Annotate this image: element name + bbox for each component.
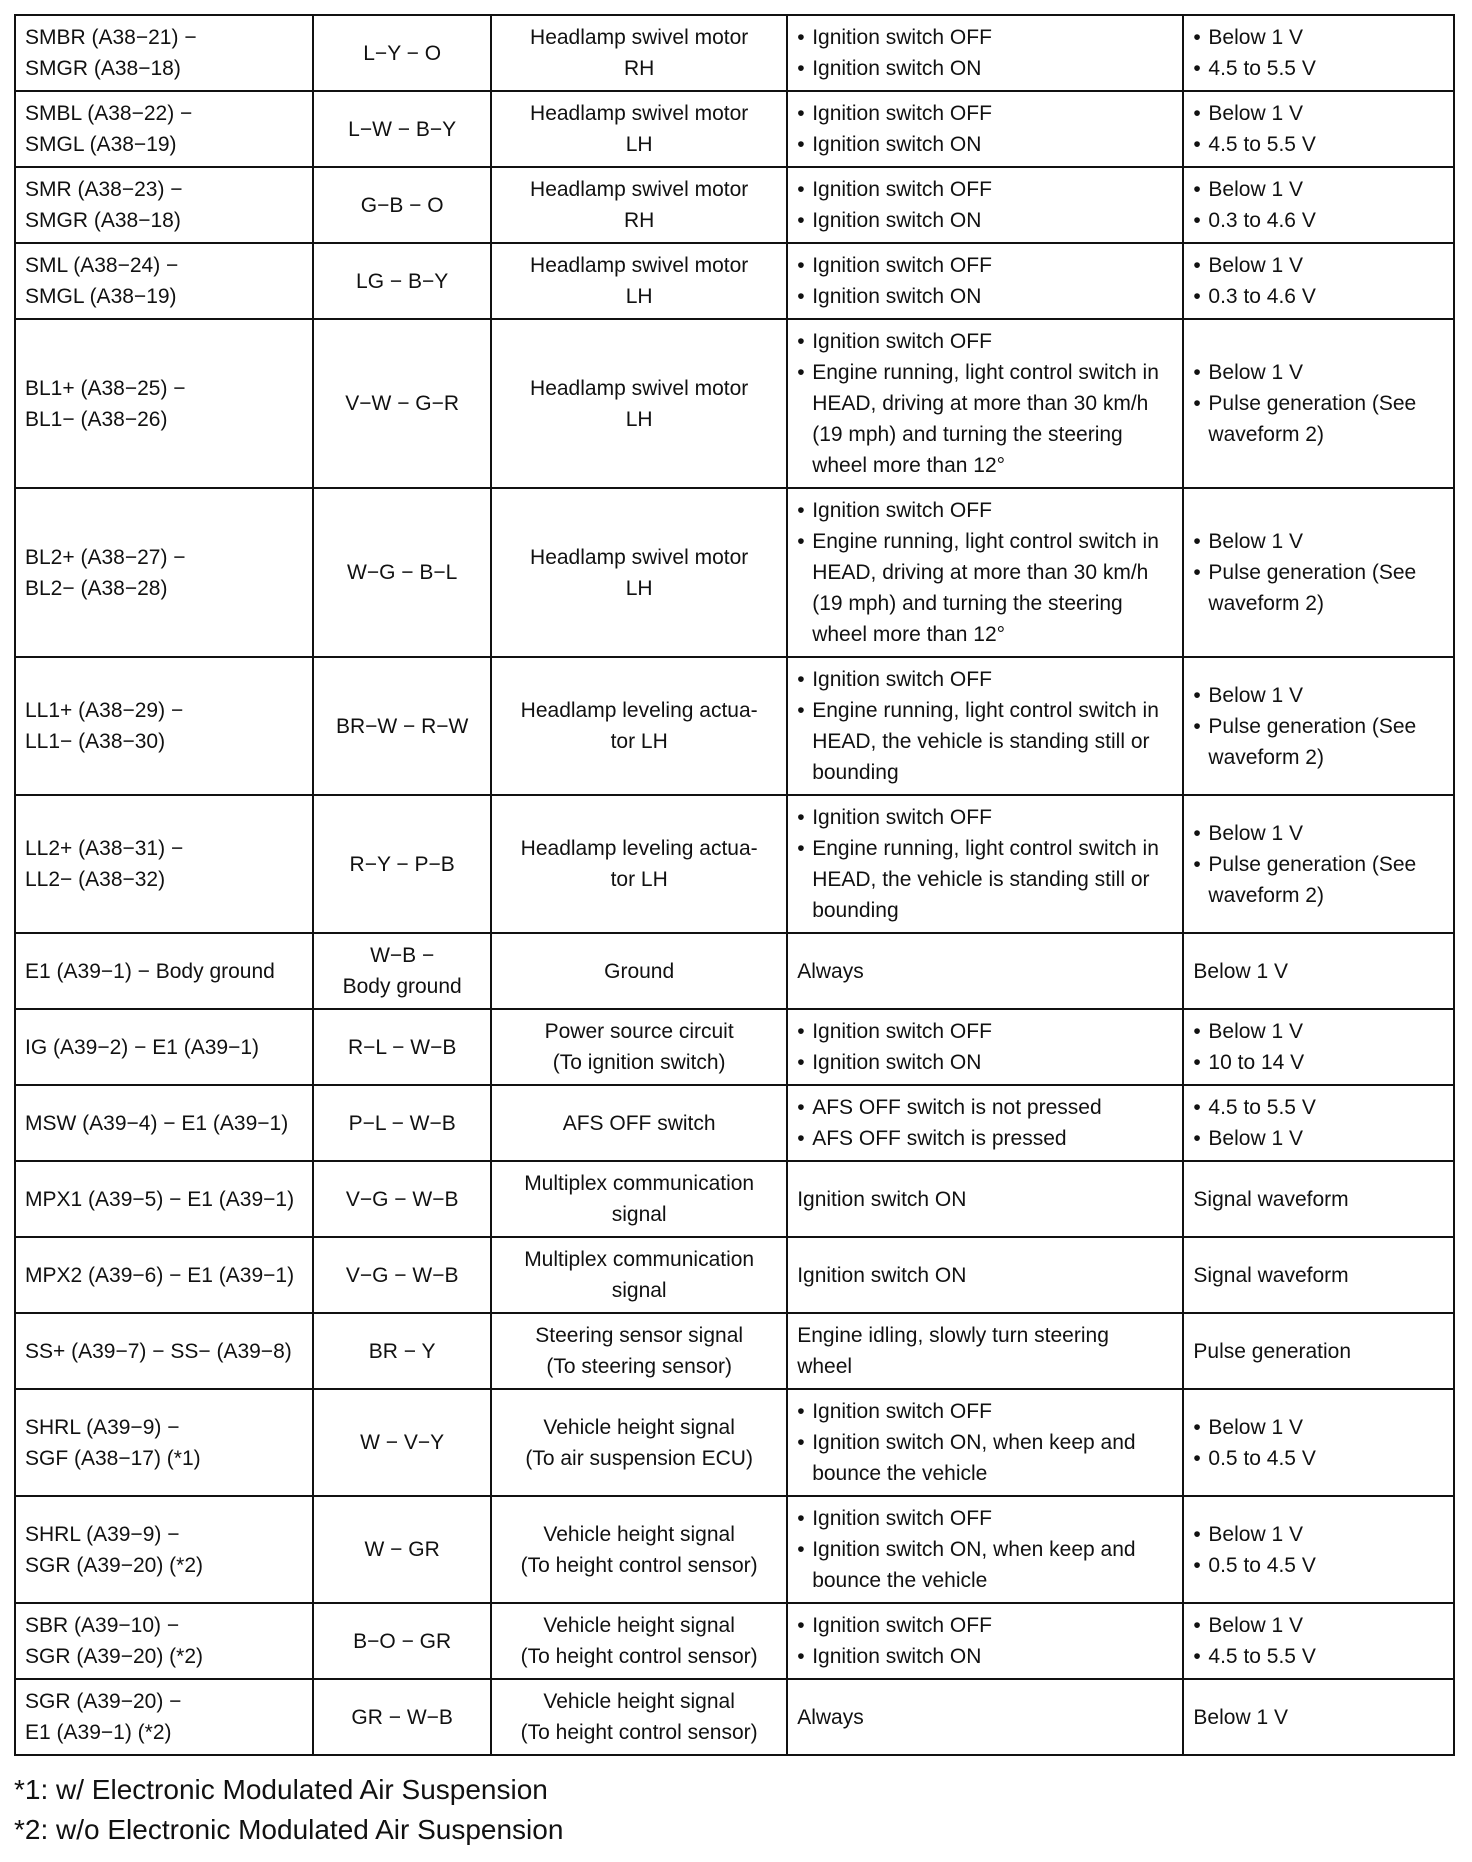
- cell-text: BR − Y: [368, 1339, 436, 1363]
- table-row: [15, 91, 1454, 167]
- bullet-item: • 0.5 to 4.5 V: [1193, 1443, 1444, 1474]
- cell-text: Steering sensor signal: [535, 1324, 744, 1347]
- bullet-item: • 4.5 to 5.5 V: [1193, 1092, 1444, 1123]
- description-cell: [491, 1389, 787, 1496]
- cell-text: tor LH: [610, 868, 668, 891]
- description-cell: [491, 91, 787, 167]
- cell-text: AFS OFF switch: [562, 1111, 716, 1135]
- terminal-cell: [15, 1496, 313, 1603]
- cell-text: Headlamp swivel motor: [530, 376, 749, 400]
- specified-condition-cell: [1183, 1496, 1454, 1603]
- cell-text: SGR (A39−20) −: [25, 1690, 182, 1713]
- cell-text: SGR (A39−20) (*2): [25, 1645, 203, 1668]
- cell-text: (To height control sensor): [520, 1645, 758, 1668]
- bullet-item: • 4.5 to 5.5 V: [1193, 129, 1444, 160]
- bullet-item: • Ignition switch OFF: [797, 664, 1173, 695]
- bullet-item: • Below 1 V: [1193, 1519, 1444, 1550]
- wiring-color-cell: [313, 15, 491, 91]
- terminal-cell: [15, 1161, 313, 1237]
- table-row: [15, 488, 1454, 657]
- cell-text: MPX2 (A39−6) − E1 (A39−1): [25, 1263, 295, 1287]
- bullet-item: • Below 1 V: [1193, 680, 1444, 711]
- cell-text: Headlamp swivel motor: [530, 102, 749, 125]
- condition-cell: [787, 1085, 1183, 1161]
- description-cell: [491, 167, 787, 243]
- cell-text: W−B −: [370, 944, 435, 967]
- table-row: [15, 1679, 1454, 1755]
- cell-text: Vehicle height signal: [543, 1522, 735, 1546]
- cell-text: Signal waveform: [1193, 1263, 1349, 1287]
- terminal-cell: [15, 933, 313, 1009]
- wiring-color-cell: [313, 243, 491, 319]
- bullet-item: • Ignition switch OFF: [797, 98, 1173, 129]
- condition-cell: [787, 657, 1183, 795]
- bullet-item: • Ignition switch OFF: [797, 802, 1173, 833]
- specified-condition-cell: [1183, 167, 1454, 243]
- description-cell: [491, 319, 787, 488]
- cell-text: Vehicle height signal: [543, 1614, 735, 1637]
- cell-text: Power source circuit: [544, 1020, 734, 1043]
- cell-text: W − V−Y: [360, 1431, 445, 1454]
- bullet-item: • 4.5 to 5.5 V: [1193, 1641, 1444, 1672]
- wiring-color-cell: [313, 1679, 491, 1755]
- bullet-item: • Ignition switch OFF: [797, 174, 1173, 205]
- bullet-item: • Ignition switch ON: [797, 53, 1173, 84]
- bullet-item: • Below 1 V: [1193, 526, 1444, 557]
- bullet-item: • Ignition switch OFF: [797, 495, 1173, 526]
- bullet-item: • Ignition switch OFF: [797, 250, 1173, 281]
- bullet-item: • Ignition switch ON: [797, 281, 1173, 312]
- bullet-item: • Ignition switch OFF: [797, 326, 1173, 357]
- table-row: [15, 1085, 1454, 1161]
- condition-cell: [787, 319, 1183, 488]
- cell-text: Below 1 V: [1193, 1705, 1288, 1729]
- description-cell: [491, 795, 787, 933]
- cell-text: SMGR (A38−18): [25, 57, 181, 80]
- footnote: *2: w/o Electronic Modulated Air Suspension: [14, 1814, 564, 1845]
- specified-condition-cell: [1183, 795, 1454, 933]
- cell-text: BR−W − R−W: [335, 714, 469, 738]
- specified-condition-cell: [1183, 1603, 1454, 1679]
- cell-text: BL2− (A38−28): [25, 576, 168, 600]
- specified-condition-cell: [1183, 1085, 1454, 1161]
- bullet-item: • Engine running, light control switch in HEAD, driving at more than 30 km/h (19 mph) and turning the steering wheel more than 12°: [797, 357, 1173, 481]
- specified-condition-cell: [1183, 488, 1454, 657]
- cell-text: Multiplex communication: [524, 1172, 755, 1195]
- terminal-cell: [15, 1679, 313, 1755]
- bullet-item: • Below 1 V: [1193, 22, 1444, 53]
- cell-text: Headlamp leveling actua-: [520, 837, 758, 860]
- terminal-cell: [15, 1085, 313, 1161]
- condition-cell: [787, 1496, 1183, 1603]
- specified-condition-cell: [1183, 1237, 1454, 1313]
- footnote: *1: w/ Electronic Modulated Air Suspension: [14, 1774, 548, 1805]
- cell-text: LL1+ (A38−29) −: [25, 699, 184, 722]
- cell-text: Pulse generation: [1193, 1339, 1352, 1363]
- table-row: [15, 319, 1454, 488]
- cell-text: LL1− (A38−30): [25, 730, 166, 753]
- specified-condition-cell: [1183, 657, 1454, 795]
- table-row: [15, 1603, 1454, 1679]
- cell-text: L−W − B−Y: [348, 117, 457, 141]
- condition-cell: [787, 1161, 1183, 1237]
- cell-text: RH: [623, 209, 655, 232]
- wiring-color-cell: [313, 1389, 491, 1496]
- cell-text: SBR (A39−10) −: [25, 1614, 180, 1637]
- condition-cell: [787, 1009, 1183, 1085]
- cell-text: (To steering sensor): [546, 1355, 732, 1378]
- description-cell: [491, 1603, 787, 1679]
- description-cell: [491, 15, 787, 91]
- cell-text: Body ground: [342, 975, 462, 998]
- cell-text: Below 1 V: [1193, 959, 1288, 983]
- cell-text: SML (A38−24) −: [25, 254, 179, 277]
- table-row: [15, 1313, 1454, 1389]
- cell-text: LH: [625, 133, 653, 156]
- description-cell: [491, 1237, 787, 1313]
- cell-text: V−W − G−R: [345, 392, 460, 415]
- terminal-cell: [15, 91, 313, 167]
- cell-text: P−L − W−B: [348, 1111, 456, 1135]
- cell-text: SMGL (A38−19): [25, 285, 177, 308]
- bullet-item: • Below 1 V: [1193, 1412, 1444, 1443]
- wiring-color-cell: [313, 1085, 491, 1161]
- cell-text: Headlamp swivel motor: [530, 26, 749, 49]
- wiring-color-cell: [313, 1161, 491, 1237]
- cell-text: LH: [625, 407, 653, 431]
- terminal-cell: [15, 243, 313, 319]
- terminal-cell: [15, 1389, 313, 1496]
- terminal-cell: [15, 1237, 313, 1313]
- table-row: [15, 243, 1454, 319]
- cell-text: Headlamp swivel motor: [530, 254, 749, 277]
- cell-text: (To height control sensor): [520, 1721, 758, 1744]
- description-cell: [491, 1009, 787, 1085]
- condition-cell: [787, 488, 1183, 657]
- bullet-item: • Ignition switch ON: [797, 129, 1173, 160]
- cell-text: (To air suspension ECU): [525, 1446, 753, 1470]
- condition-cell: [787, 1389, 1183, 1496]
- bullet-item: • Below 1 V: [1193, 174, 1444, 205]
- description-cell: [491, 657, 787, 795]
- cell-text: LH: [625, 576, 653, 600]
- bullet-item: • 4.5 to 5.5 V: [1193, 53, 1444, 84]
- cell-text: MSW (A39−4) − E1 (A39−1): [25, 1111, 289, 1135]
- cell-text: BL2+ (A38−27) −: [25, 545, 186, 569]
- table-body: [15, 15, 1454, 1755]
- wiring-color-cell: [313, 488, 491, 657]
- specified-condition-cell: [1183, 1313, 1454, 1389]
- description-cell: [491, 1313, 787, 1389]
- bullet-item: • Ignition switch OFF: [797, 1610, 1173, 1641]
- terminal-cell: [15, 167, 313, 243]
- description-cell: [491, 1679, 787, 1755]
- cell-text: V−G − W−B: [345, 1187, 459, 1211]
- condition-cell: [787, 167, 1183, 243]
- bullet-item: • Below 1 V: [1193, 98, 1444, 129]
- terminal-cell: [15, 488, 313, 657]
- terminal-cell: [15, 1313, 313, 1389]
- cell-text: E1 (A39−1) − Body ground: [25, 959, 275, 983]
- cell-text: W − GR: [364, 1538, 440, 1561]
- specified-condition-cell: [1183, 91, 1454, 167]
- cell-text: Headlamp swivel motor: [530, 178, 749, 201]
- condition-cell: [787, 1603, 1183, 1679]
- bullet-item: • Ignition switch ON: [797, 205, 1173, 236]
- cell-text: G−B − O: [360, 193, 444, 217]
- cell-text: SS+ (A39−7) − SS− (A39−8): [25, 1339, 292, 1363]
- wiring-color-cell: [313, 319, 491, 488]
- table-row: [15, 1009, 1454, 1085]
- bullet-item: • Ignition switch ON: [797, 1641, 1173, 1672]
- condition-cell: [787, 1237, 1183, 1313]
- cell-text: SHRL (A39−9) −: [25, 1415, 180, 1439]
- cell-text: R−Y − P−B: [349, 852, 455, 876]
- bullet-item: • Engine running, light control switch in HEAD, driving at more than 30 km/h (19 mph) and turning the steering wheel more than 12°: [797, 526, 1173, 650]
- condition-cell: [787, 91, 1183, 167]
- wiring-color-cell: [313, 1496, 491, 1603]
- description-cell: [491, 488, 787, 657]
- cell-text: Ignition switch ON: [797, 1187, 967, 1211]
- cell-text: E1 (A39−1) (*2): [25, 1721, 172, 1744]
- specified-condition-cell: [1183, 933, 1454, 1009]
- specified-condition-cell: [1183, 1389, 1454, 1496]
- bullet-item: • Pulse generation (See waveform 2): [1193, 388, 1444, 450]
- description-cell: [491, 1496, 787, 1603]
- bullet-item: • Below 1 V: [1193, 1016, 1444, 1047]
- description-cell: [491, 243, 787, 319]
- condition-cell: [787, 795, 1183, 933]
- cell-text: LH: [625, 285, 653, 308]
- cell-text: Ground: [604, 959, 675, 983]
- wiring-color-cell: [313, 795, 491, 933]
- table-row: [15, 795, 1454, 933]
- wiring-color-cell: [313, 91, 491, 167]
- bullet-item: • 10 to 14 V: [1193, 1047, 1444, 1078]
- table-row: [15, 1496, 1454, 1603]
- table-row: [15, 15, 1454, 91]
- cell-text: Headlamp leveling actua-: [520, 699, 758, 722]
- bullet-item: • Ignition switch ON, when keep and bounce the vehicle: [797, 1534, 1173, 1596]
- wiring-color-cell: [313, 167, 491, 243]
- bullet-item: • Below 1 V: [1193, 1610, 1444, 1641]
- table-row: [15, 1161, 1454, 1237]
- cell-text: LG − B−Y: [356, 269, 449, 293]
- cell-text: L−Y − O: [363, 41, 442, 65]
- bullet-item: • Engine running, light control switch in HEAD, the vehicle is standing still or bounding: [797, 695, 1173, 788]
- description-cell: [491, 1085, 787, 1161]
- cell-text: tor LH: [610, 730, 668, 753]
- cell-text: (To ignition switch): [552, 1051, 726, 1074]
- cell-text: W−G − B−L: [347, 561, 458, 584]
- cell-text: signal: [611, 1279, 667, 1302]
- cell-text: BL1+ (A38−25) −: [25, 376, 186, 400]
- cell-text: Always: [797, 959, 864, 983]
- bullet-item: • Engine running, light control switch in HEAD, the vehicle is standing still or bounding: [797, 833, 1173, 926]
- specified-condition-cell: [1183, 15, 1454, 91]
- footnotes: [14, 1770, 563, 1850]
- wiring-color-cell: [313, 1237, 491, 1313]
- bullet-item: • Ignition switch ON: [797, 1047, 1173, 1078]
- bullet-item: • Ignition switch OFF: [797, 1503, 1173, 1534]
- cell-text: wheel: [797, 1355, 853, 1378]
- cell-text: SMGR (A38−18): [25, 209, 181, 232]
- cell-text: V−G − W−B: [345, 1263, 459, 1287]
- condition-cell: [787, 15, 1183, 91]
- cell-text: Always: [797, 1705, 864, 1729]
- bullet-item: • Ignition switch OFF: [797, 1396, 1173, 1427]
- bullet-item: • Below 1 V: [1193, 1123, 1444, 1154]
- terminal-cell: [15, 795, 313, 933]
- cell-text: Vehicle height signal: [543, 1415, 735, 1439]
- table-row: [15, 933, 1454, 1009]
- cell-text: Ignition switch ON: [797, 1263, 967, 1287]
- wiring-color-cell: [313, 657, 491, 795]
- cell-text: SHRL (A39−9) −: [25, 1522, 180, 1546]
- cell-text: GR − W−B: [351, 1705, 453, 1729]
- wiring-color-cell: [313, 933, 491, 1009]
- wiring-color-cell: [313, 1313, 491, 1389]
- table-row: [15, 1237, 1454, 1313]
- bullet-item: • Ignition switch OFF: [797, 1016, 1173, 1047]
- bullet-item: • Ignition switch ON, when keep and bounce the vehicle: [797, 1427, 1173, 1489]
- cell-text: (To height control sensor): [520, 1553, 758, 1577]
- bullet-item: • Below 1 V: [1193, 250, 1444, 281]
- wiring-color-cell: [313, 1603, 491, 1679]
- cell-text: Signal waveform: [1193, 1187, 1349, 1211]
- cell-text: LL2− (A38−32): [25, 868, 166, 891]
- cell-text: R−L − W−B: [347, 1035, 457, 1059]
- cell-text: Engine idling, slowly turn steering: [797, 1324, 1109, 1347]
- cell-text: RH: [623, 57, 655, 80]
- bullet-item: • 0.3 to 4.6 V: [1193, 281, 1444, 312]
- bullet-item: • AFS OFF switch is pressed: [797, 1123, 1173, 1154]
- cell-text: Headlamp swivel motor: [530, 545, 749, 569]
- cell-text: SMBR (A38−21) −: [25, 26, 197, 49]
- cell-text: B−O − GR: [353, 1629, 452, 1653]
- specified-condition-cell: [1183, 1161, 1454, 1237]
- terminal-cell: [15, 1009, 313, 1085]
- cell-text: SMR (A38−23) −: [25, 178, 183, 201]
- terminal-cell: [15, 657, 313, 795]
- cell-text: SGR (A39−20) (*2): [25, 1553, 203, 1577]
- condition-cell: [787, 933, 1183, 1009]
- cell-text: LL2+ (A38−31) −: [25, 837, 184, 860]
- cell-text: SMGL (A38−19): [25, 133, 177, 156]
- condition-cell: [787, 1679, 1183, 1755]
- cell-text: SMBL (A38−22) −: [25, 102, 193, 125]
- specified-condition-cell: [1183, 1679, 1454, 1755]
- terminal-cell: [15, 1603, 313, 1679]
- condition-cell: [787, 1313, 1183, 1389]
- cell-text: SGF (A38−17) (*1): [25, 1446, 201, 1470]
- bullet-item: • Ignition switch OFF: [797, 22, 1173, 53]
- bullet-item: • 0.5 to 4.5 V: [1193, 1550, 1444, 1581]
- specified-condition-cell: [1183, 1009, 1454, 1085]
- terminal-spec-sheet: [14, 14, 1455, 1756]
- bullet-item: • Below 1 V: [1193, 818, 1444, 849]
- terminal-cell: [15, 15, 313, 91]
- terminal-voltage-table: [14, 14, 1455, 1756]
- cell-text: MPX1 (A39−5) − E1 (A39−1): [25, 1187, 295, 1211]
- cell-text: Multiplex communication: [524, 1248, 755, 1271]
- cell-text: signal: [611, 1203, 667, 1226]
- wiring-color-cell: [313, 1009, 491, 1085]
- table-row: [15, 1389, 1454, 1496]
- cell-text: Vehicle height signal: [543, 1690, 735, 1713]
- bullet-item: • Pulse generation (See waveform 2): [1193, 557, 1444, 619]
- specified-condition-cell: [1183, 243, 1454, 319]
- condition-cell: [787, 243, 1183, 319]
- description-cell: [491, 1161, 787, 1237]
- bullet-item: • Below 1 V: [1193, 357, 1444, 388]
- bullet-item: • 0.3 to 4.6 V: [1193, 205, 1444, 236]
- bullet-item: • Pulse generation (See waveform 2): [1193, 849, 1444, 911]
- bullet-item: • AFS OFF switch is not pressed: [797, 1092, 1173, 1123]
- terminal-cell: [15, 319, 313, 488]
- table-row: [15, 657, 1454, 795]
- table-row: [15, 167, 1454, 243]
- cell-text: IG (A39−2) − E1 (A39−1): [25, 1035, 260, 1059]
- bullet-item: • Pulse generation (See waveform 2): [1193, 711, 1444, 773]
- cell-text: BL1− (A38−26): [25, 407, 168, 431]
- specified-condition-cell: [1183, 319, 1454, 488]
- description-cell: [491, 933, 787, 1009]
